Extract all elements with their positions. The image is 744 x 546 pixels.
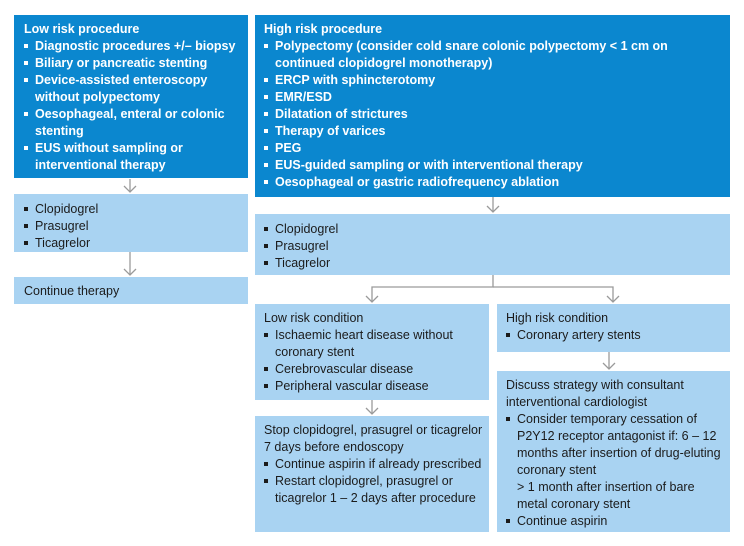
list-item: Ticagrelor [24,235,240,252]
low-risk-condition-box [255,304,489,400]
high-risk-procedure-box [255,15,730,197]
drugs-right-box [255,214,730,275]
discuss-strategy-list [506,411,722,530]
list-item: Device-assisted enteroscopy without polypectomy [24,72,240,106]
list-item: Clopidogrel [24,201,240,218]
continue-therapy-text: Continue therapy [24,284,120,298]
list-item: Ischaemic heart disease without coronary stent [264,327,481,361]
stop-clopidogrel-box [255,416,489,532]
list-item: Therapy of varices [264,123,679,140]
discuss-strategy-item1-cont: > 1 month after insertion of bare metal coronary stent [517,480,695,511]
list-item: EUS without sampling or interventional therapy [24,140,240,174]
list-item: Prasugrel [264,238,722,255]
list-item: Restart clopidogrel, prasugrel or ticagrelor 1 – 2 days after procedure [264,473,483,507]
list-item: Peripheral vascular disease [264,378,481,395]
list-item: Coronary artery stents [506,327,722,344]
low-risk-procedure-list [24,38,240,174]
list-item: ERCP with sphincterotomy [264,72,679,89]
list-item [506,411,722,513]
list-item: Diagnostic procedures +/– biopsy [24,38,240,55]
continue-therapy-box [14,277,248,304]
low-risk-condition-title: Low risk condition [264,311,364,325]
list-item: Ticagrelor [264,255,722,272]
list-item: Oesophageal, enteral or colonic stenting [24,106,240,140]
stop-clopidogrel-list [264,456,483,507]
drugs-right-list [264,221,722,272]
list-item: EUS-guided sampling or with interventional therapy [264,157,679,174]
high-risk-procedure-title: High risk procedure [264,22,383,36]
low-risk-condition-list [264,327,481,395]
high-risk-condition-title: High risk condition [506,311,609,325]
list-item: Polypectomy (consider cold snare colonic polypectomy < 1 cm on continued clopidogrel monotherapy) [264,38,679,72]
list-item: Biliary or pancreatic stenting [24,55,240,72]
drugs-left-box [14,194,248,252]
list-item: Cerebrovascular disease [264,361,481,378]
high-risk-procedure-list [264,38,679,191]
stop-clopidogrel-title: Stop clopidogrel, prasugrel or ticagrelor 7 days before endoscopy [264,423,483,454]
list-item: Continue aspirin [506,513,722,530]
list-item: Prasugrel [24,218,240,235]
discuss-strategy-box [497,371,730,532]
list-item: Continue aspirin if already prescribed [264,456,483,473]
discuss-strategy-item1: Consider temporary cessation of P2Y12 receptor antagonist if: 6 – 12 months after insertion of drug-eluting coronary stent [517,412,721,477]
list-item: Oesophageal or gastric radiofrequency ablation [264,174,679,191]
list-item: Dilatation of strictures [264,106,679,123]
list-item: PEG [264,140,679,157]
low-risk-procedure-title: Low risk procedure [24,22,140,36]
discuss-strategy-title: Discuss strategy with consultant interventional cardiologist [506,378,684,409]
high-risk-condition-list [506,327,722,344]
drugs-left-list [24,201,240,252]
low-risk-procedure-box [14,15,248,178]
list-item: Clopidogrel [264,221,722,238]
high-risk-condition-box [497,304,730,352]
list-item: EMR/ESD [264,89,679,106]
